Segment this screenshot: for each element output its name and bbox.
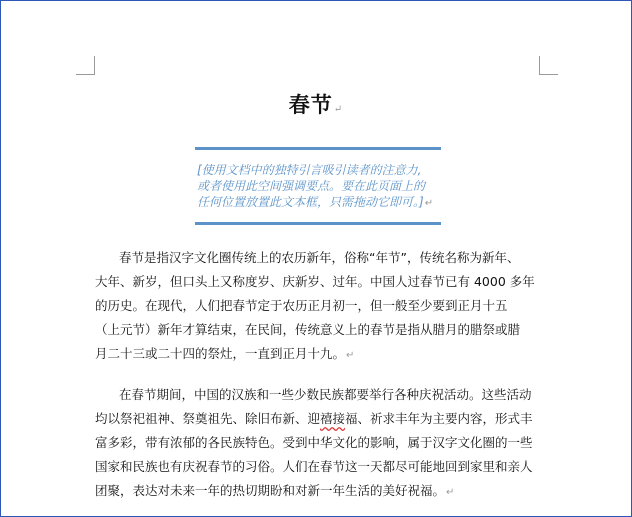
paragraph-line: 国家和民族也有庆祝春节的习俗。人们在春节这一天都尽可能地回到家里和亲人 — [95, 459, 533, 474]
spelling-error-word[interactable]: 禧接 — [320, 411, 346, 426]
paragraph-line: 的历史。在现代，人们把春节定于农历正月初一，但一般至少要到正月十五 — [95, 298, 508, 313]
paragraph-line — [95, 407, 543, 431]
pull-quote-textbox[interactable] — [195, 147, 441, 225]
paragraph-mark-icon: ↵ — [446, 487, 455, 498]
paragraph-line — [95, 342, 543, 366]
paragraph-line — [95, 479, 543, 503]
margin-corner-top-right — [539, 56, 558, 75]
paragraph-line-text: 团聚，表达对未来一年的热切期盼和对新一年生活的美好祝福。 — [95, 483, 446, 498]
paragraph-line: （上元节）新年才算结束，在民间，传统意义上的春节是指从腊月的腊祭或腊 — [95, 322, 521, 337]
paragraph-line-text: 月二十三或二十四的祭灶，一直到正月十九。 — [95, 346, 346, 361]
paragraph-line-text: 均以祭祀祖神、祭奠祖先、除旧布新、迎 — [95, 411, 321, 426]
pull-quote-line: [使用文档中的独特引言吸引读者的注意力, — [197, 163, 422, 177]
pull-quote-line-text: 任何位置放置此文本框，只需拖动它即可。] — [197, 195, 424, 209]
pull-quote-line — [197, 194, 447, 212]
paragraph-mark-icon: ↵ — [333, 104, 344, 115]
pull-quote-line: 或者使用此空间强调要点。要在此页面上的 — [197, 179, 426, 193]
paragraph-line: 大年、新岁，但口头上又称度岁、庆新岁、过年。中国人过春节已有 4000 多年 — [95, 274, 535, 289]
body-paragraph-1[interactable] — [95, 246, 543, 366]
paragraph-mark-icon: ↵ — [346, 350, 355, 361]
paragraph-line-text: 福、祈求丰年为主要内容，形式丰 — [345, 411, 533, 426]
paragraph-line: 在春节期间，中国的汉族和一些少数民族都要举行各种庆祝活动。这些活动 — [119, 387, 532, 402]
document-title[interactable] — [1, 89, 631, 119]
paragraph-line: 富多彩，带有浓郁的各民族特色。受到中华文化的影响，属于汉字文化圈的一些 — [95, 435, 533, 450]
paragraph-mark-icon: ↵ — [424, 198, 434, 209]
paragraph-line: 春节是指汉字文化圈传统上的农历新年，俗称“年节”，传统名称为新年、 — [119, 250, 520, 265]
title-text: 春节 — [288, 92, 333, 117]
body-paragraph-2[interactable] — [95, 383, 543, 503]
margin-corner-top-left — [76, 56, 95, 75]
pull-quote-text — [197, 162, 447, 212]
